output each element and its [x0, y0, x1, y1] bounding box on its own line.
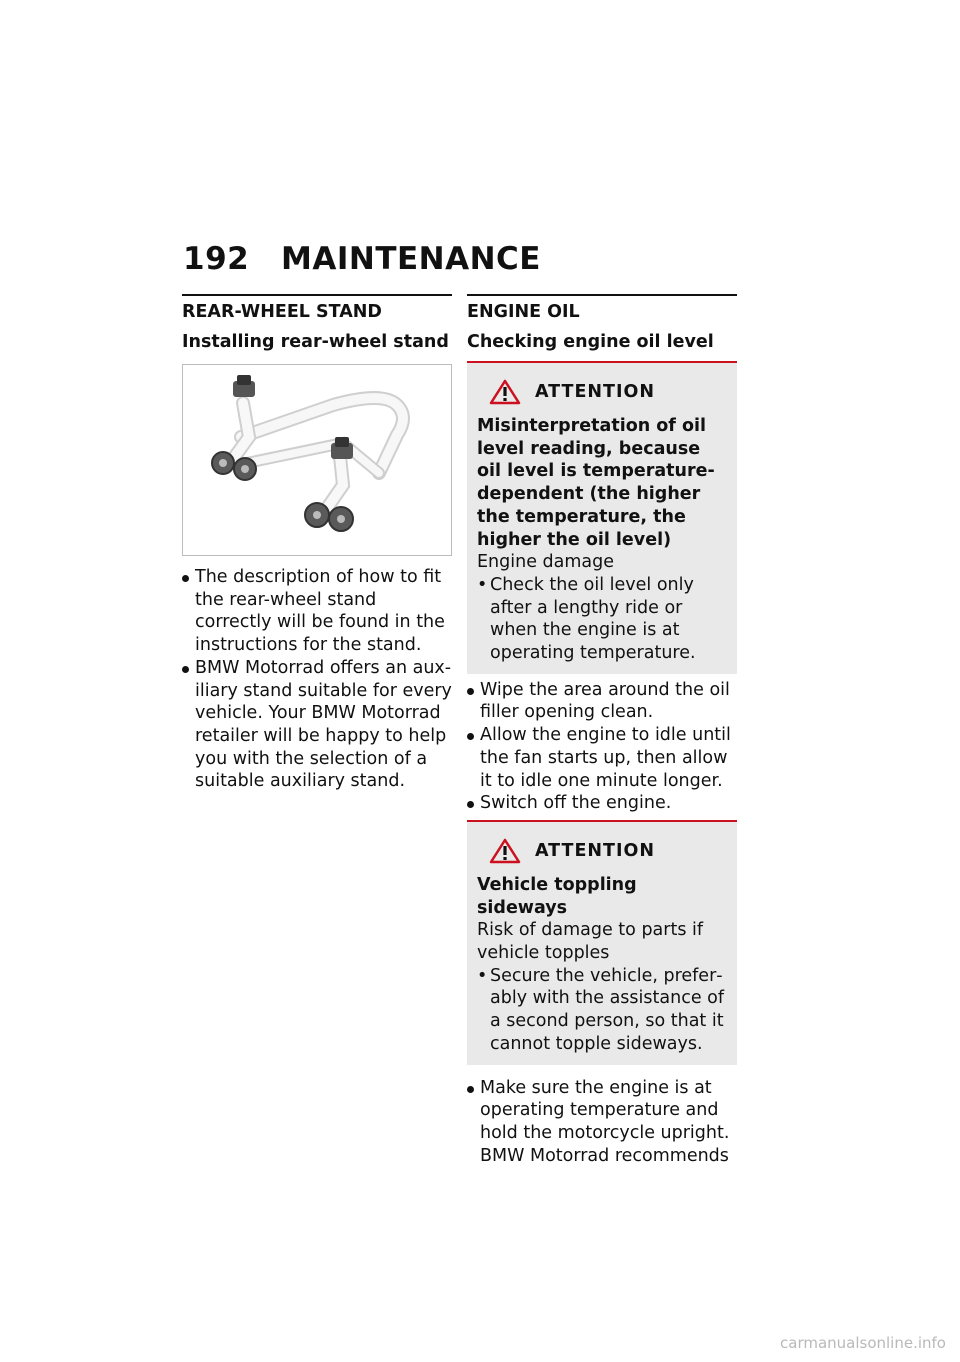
attention-box-toppling	[467, 820, 737, 1065]
attention-measures	[477, 574, 727, 665]
page-header	[183, 241, 541, 277]
list-item: Switch off the engine.	[467, 792, 737, 815]
subsection-title-installing-stand: Installing rear-wheel stand	[182, 332, 449, 352]
warning-triangle-icon	[489, 379, 521, 405]
attention-measures	[477, 965, 727, 1056]
list-item: Wipe the area around the oil filler opening clean.	[467, 679, 737, 724]
oil-check-steps	[467, 679, 737, 815]
left-column	[182, 294, 452, 793]
attention-label: ATTENTION	[535, 840, 656, 861]
rear-wheel-stand-list	[182, 566, 452, 793]
attention-consequence: Engine damage	[477, 552, 615, 573]
section-rule	[467, 294, 737, 296]
list-item: • Secure the vehicle, preferably with the assistance of a second person, so that it cannot topple sideways.	[477, 965, 727, 1056]
rear-wheel-stand-illustration-icon	[183, 365, 451, 555]
section-rule	[182, 294, 452, 296]
oil-check-steps-continued	[467, 1077, 737, 1168]
attention-box-oil-level	[467, 361, 737, 674]
subsection-title-checking-oil: Checking engine oil level	[467, 332, 714, 352]
attention-title: Misinterpretation of oil level reading, because oil level is temperature-dependent (the higher the temperature, the higher the oil level)	[477, 416, 715, 550]
list-item: Make sure the engine is at operating temperature and hold the motorcycle upright. BMW Motorrad recommends	[467, 1077, 737, 1168]
watermark: carmanualsonline.info	[780, 1334, 946, 1352]
chapter-title: MAINTENANCE	[281, 241, 541, 277]
page-number: 192	[183, 241, 250, 277]
attention-header	[477, 379, 727, 405]
list-item: • Check the oil level only after a lengthy ride or when the engine is at operating temperature.	[477, 574, 727, 665]
right-column	[467, 294, 737, 1167]
list-item: BMW Motorrad offers an auxiliary stand suitable for every vehicle. Your BMW Motorrad retailer will be happy to help you with the selection of a suitable auxiliary stand.	[182, 657, 452, 793]
attention-header	[477, 838, 727, 864]
attention-label: ATTENTION	[535, 382, 656, 402]
rear-wheel-stand-figure	[182, 364, 452, 556]
attention-title: Vehicle toppling sideways	[477, 874, 637, 918]
section-title-engine-oil: ENGINE OIL	[467, 302, 580, 322]
warning-triangle-icon	[489, 838, 521, 864]
list-item: Allow the engine to idle until the fan starts up, then allow it to idle one minute longer.	[467, 724, 737, 792]
list-item: The description of how to fit the rear-wheel stand correctly will be found in the instructions for the stand.	[182, 566, 452, 657]
section-title-rear-wheel-stand: REAR-WHEEL STAND	[182, 302, 382, 322]
attention-consequence: Risk of damage to parts if vehicle topples	[477, 920, 704, 964]
